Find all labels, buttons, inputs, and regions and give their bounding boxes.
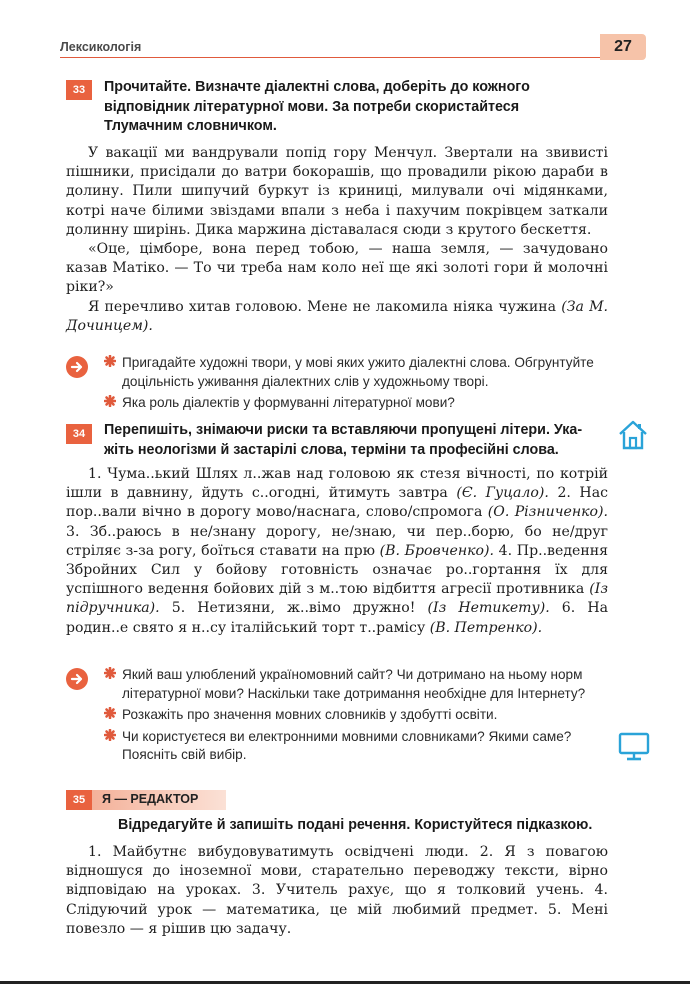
task-line: Прочитайте. Визначте діалектні слова, доберіть до кожного bbox=[104, 79, 530, 95]
sentence: 2. Нас пор..вали вічно в дорогу мово/наснага, слово/спромога bbox=[66, 485, 609, 521]
exercise-33-task bbox=[104, 78, 610, 137]
page-bottom-border bbox=[0, 981, 690, 984]
question-text: Пригадайте художні твори, у мові яких ужито діалектні слова. Обгрунтуйте доцільність уживання діалектних слів у художньому творі. bbox=[122, 355, 594, 389]
exercise-34-task bbox=[104, 421, 610, 460]
paragraph: 1. Майбутнє вибудовуватимуть освідчені люди. 2. Я з повагою відношуся до іноземної мови, старательно переводжу тексти, вірно відповідаю на уроках. 3. Учитель рахує, що я толковий учень. 4. Слідуючий урок — математика, це мій любимий предмет. 5. Мені повезло — я рішив цю задачу. bbox=[66, 844, 608, 937]
sentence: 3. Зб..раюсь в не/знану дорогу, не/знаю, чи пер..борю, бо не/друг стріляє з-за рогу, боїться ставати на прю bbox=[66, 523, 608, 559]
task-line: Перепишіть, знімаючи риски та вставляючи пропущені літери. Ука- bbox=[104, 422, 583, 438]
home-icon bbox=[616, 418, 650, 456]
exercise-35-task: Відредагуйте й запишіть подані речення. Користуйтеся підказкою. bbox=[118, 817, 593, 833]
question-item bbox=[66, 728, 610, 765]
text: Я перечливо хитав головою. Мене не лакомила ніяка чужина bbox=[88, 298, 557, 315]
question-item bbox=[66, 706, 610, 725]
star-bullet-icon bbox=[104, 706, 116, 725]
star-bullet-icon bbox=[104, 728, 116, 747]
paragraph: «Оце, цімборе, вона перед тобою, — наша земля, — зачудовано казав Матіко. — То чи треба нам коло неї ще які золоті гори й молочні ріки?» bbox=[66, 241, 608, 296]
question-item bbox=[66, 666, 610, 703]
monitor-icon bbox=[617, 731, 651, 767]
exercise-34-text bbox=[66, 465, 608, 638]
exercise-number-33: 33 bbox=[66, 80, 92, 100]
paragraph: У вакації ми вандрували попід гору Менчул. Звертали на звивисті пішники, присідали до ватри бокорашів, що провадили рікою дараби в долину. Пили шипучий буркут із криниці, милували очі мідянками, котрі наче білими звіздами впали з неба і пахучим покрівцем заткали долинну ширінь. Дика маржина діставалася сюди з крутого бескеття. bbox=[66, 145, 608, 238]
question-text: Розкажіть про значення мовних словників у здобутті освіти. bbox=[122, 707, 498, 722]
star-bullet-icon bbox=[104, 354, 116, 373]
source-citation: (Є. Гуцало). bbox=[456, 485, 549, 502]
exercise-number-35: 35 bbox=[66, 790, 92, 810]
paragraph bbox=[66, 298, 608, 336]
question-item bbox=[66, 354, 610, 391]
source-citation: (В. Бровченко). bbox=[379, 542, 494, 559]
source-citation: (Із Нетикету). bbox=[427, 600, 550, 617]
question-item bbox=[66, 394, 610, 413]
section-heading: Я — РЕДАКТОР bbox=[102, 792, 199, 806]
section-title: Лексикологія bbox=[60, 40, 142, 54]
sentence: 1. Чума..ький Шлях л..жав над головою як стезя вічності, по котрій ішли в давнину, йдуть с..огодні, йтимуть завтра bbox=[66, 466, 608, 502]
source-citation: (В. Петренко). bbox=[429, 619, 543, 636]
sentence: 6. На родин..е свято я н..су італійський торт т..рамісу bbox=[66, 600, 609, 636]
exercise-number-34: 34 bbox=[66, 424, 92, 444]
sentence: 5. Нетизяни, ж..вімо дружно! bbox=[171, 600, 416, 617]
question-text: Який ваш улюблений україномовний сайт? Чи дотримано на ньому норм літературної мови? Наскільки таке дотримання необхідне для Інтернету? bbox=[122, 667, 586, 701]
source-citation: (За М. Дочинцем). bbox=[66, 298, 608, 334]
page-number: 27 bbox=[600, 34, 646, 60]
header-divider bbox=[60, 57, 600, 58]
task-line: відповідник літературної мови. За потреби скористайтеся bbox=[104, 98, 520, 115]
question-text: Яка роль діалектів у формуванні літературної мови? bbox=[122, 395, 455, 410]
sentence: 4. Пр..ведення Збройних Сил у бойову готовність означає ро..гортання їх для успішного ведення бойових дій з м..тою відбиття агресії противника bbox=[66, 542, 609, 598]
paragraph bbox=[66, 465, 608, 638]
task-line: Тлумачним словничком. bbox=[104, 118, 277, 134]
source-citation: (Із підручника). bbox=[66, 581, 609, 617]
exercise-33-text bbox=[66, 144, 608, 336]
star-bullet-icon bbox=[104, 394, 116, 413]
exercise-33-questions bbox=[66, 354, 610, 416]
exercise-35-text bbox=[66, 843, 608, 939]
source-citation: (О. Різниченко). bbox=[487, 504, 609, 521]
star-bullet-icon bbox=[104, 666, 116, 685]
question-text: Чи користуєтеся ви електронними мовними словниками? Якими саме? Поясніть свій вибір. bbox=[122, 728, 572, 762]
exercise-34-questions bbox=[66, 666, 610, 768]
task-line: жіть неологізми й застарілі слова, терміни та професійні слова. bbox=[104, 441, 559, 458]
